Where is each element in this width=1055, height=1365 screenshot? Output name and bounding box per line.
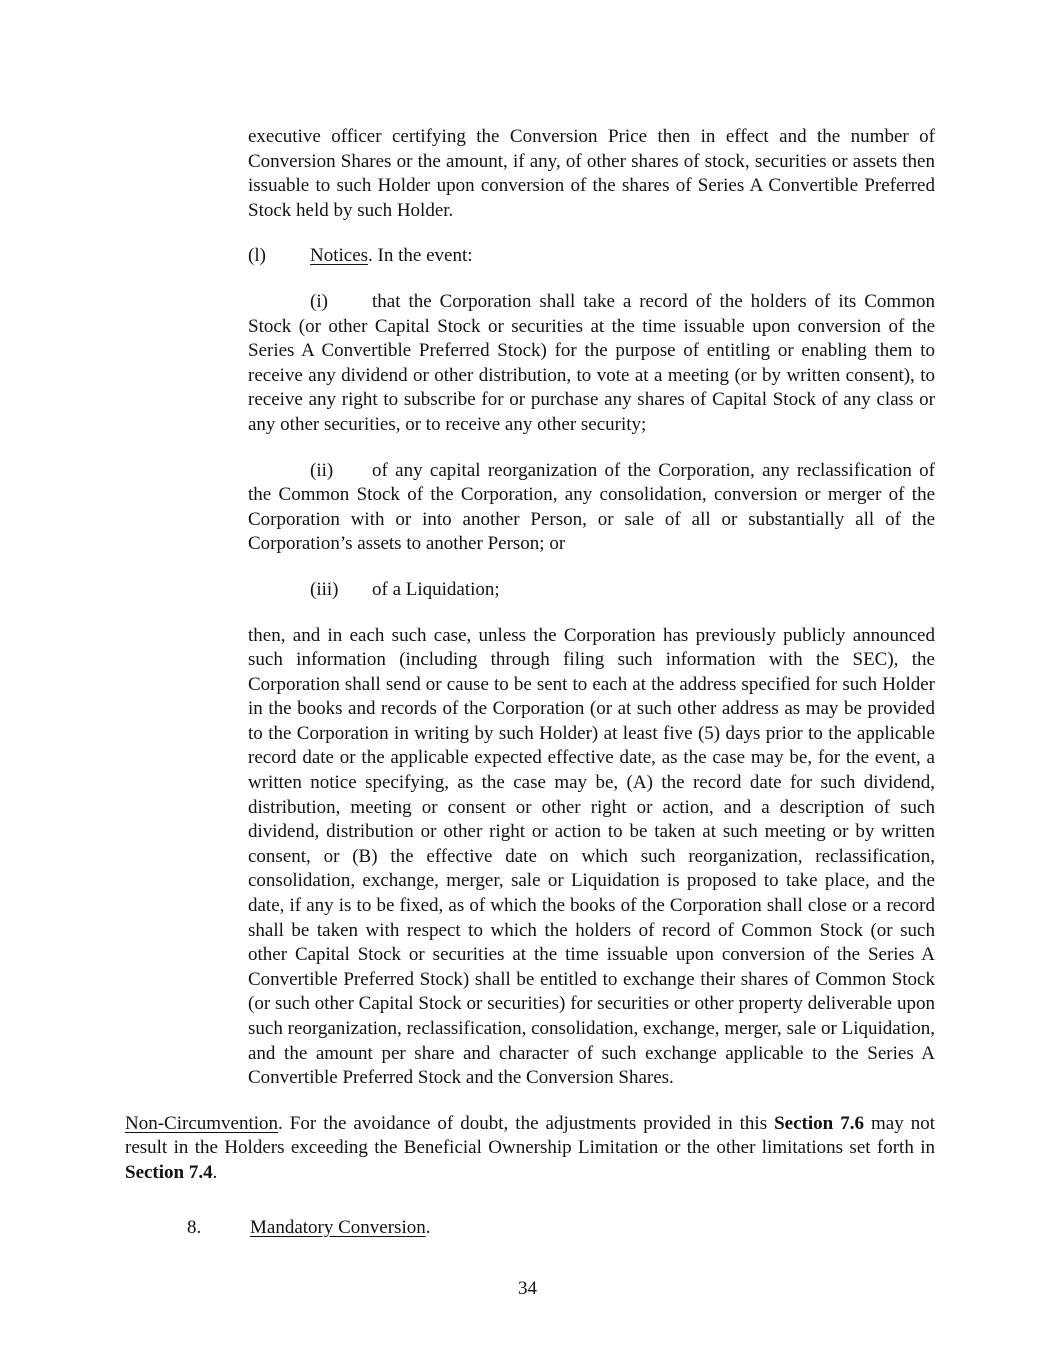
non-circumvention-text-3: . bbox=[212, 1161, 218, 1183]
section-7-4-reference: Section 7.4 bbox=[125, 1161, 213, 1183]
notices-heading-tail: . In the event: bbox=[368, 245, 473, 267]
non-circumvention-text-1: . For the avoidance of doubt, the adjustments provided in this bbox=[278, 1112, 775, 1134]
section-8-heading-line bbox=[125, 1216, 935, 1241]
section-7-6-reference: Section 7.6 bbox=[774, 1112, 864, 1134]
paragraph-continuation: executive officer certifying the Conversion Price then in effect and the number of Conversion Shares or the amount, if any, of other shares of stock, securities or assets then issuable to such Holder upon conversion of the shares of Series A Convertible Preferred Stock held by such Holder. bbox=[248, 126, 935, 221]
non-circumvention-heading: Non-Circumvention bbox=[125, 1112, 279, 1134]
clause-iii-label: (iii) bbox=[310, 578, 339, 600]
clause-ii-paragraph bbox=[248, 459, 935, 557]
clause-i-label: (i) bbox=[310, 290, 328, 312]
section-8-label: 8. bbox=[187, 1216, 202, 1238]
clause-l-label: (l) bbox=[248, 245, 266, 267]
clause-i-paragraph bbox=[248, 290, 935, 438]
clause-l-heading-line bbox=[248, 244, 935, 269]
non-circumvention-text-2: may not result in the Holders exceeding the Beneficial Ownership Limitation or the other limitations set forth in bbox=[125, 1112, 935, 1159]
non-circumvention-paragraph bbox=[125, 1112, 935, 1186]
clause-i-text: that the Corporation shall take a record of the holders of its Common Stock (or other Capital Stock or securities at the time issuable upon conversion of the Series A Convertible Preferred Stock) for the purpose of entitling or enabling them to receive any dividend or other distribution, to vote at a meeting (or by written consent), to receive any right to subscribe for or purchase any shares of Capital Stock of any class or any other securities, or to receive any other security; bbox=[248, 290, 935, 435]
document-body bbox=[125, 0, 935, 1261]
clause-ii-label: (ii) bbox=[310, 459, 334, 481]
clause-iii-text: of a Liquidation; bbox=[372, 578, 500, 600]
clause-iii-paragraph bbox=[248, 578, 935, 603]
clause-ii-text: of any capital reorganization of the Corporation, any reclassification of the Common Stock of the Corporation, any consolidation, conversion or merger of the Corporation with or into another Person, or sale of all or substantially all of the Corporation’s assets to another Person; or bbox=[248, 459, 935, 555]
page-number: 34 bbox=[518, 1278, 537, 1299]
mandatory-conversion-heading-tail: . bbox=[425, 1216, 431, 1238]
mandatory-conversion-heading: Mandatory Conversion bbox=[250, 1216, 426, 1238]
notices-heading: Notices bbox=[310, 245, 369, 267]
then-clause-paragraph: then, and in each such case, unless the Corporation has previously publicly announced such information (including through filing such information with the SEC), the Corporation shall send or cause to be sent to each at the address specified for such Holder in the books and records of the Corporation (or at such other address as may be provided to the Corporation in writing by such Holder) at least five (5) days prior to the applicable record date or the applicable expected effective date, as the case may be, for the event, a written notice specifying, as the case may be, (A) the record date for such dividend, distribution, meeting or consent or other right or action, and a description of such dividend, distribution or other right or action to be taken at such meeting or by written consent, or (B) the effective date on which such reorganization, reclassification, consolidation, exchange, merger, sale or Liquidation is proposed to take place, and the date, if any is to be fixed, as of which the books of the Corporation shall close or a record shall be taken with respect to which the holders of record of Common Stock (or such other Capital Stock or securities at the time issuable upon conversion of the Series A Convertible Preferred Stock) shall be entitled to exchange their shares of Common Stock (or such other Capital Stock or securities) for securities or other property deliverable upon such reorganization, reclassification, consolidation, exchange, merger, sale or Liquidation, and the amount per share and character of such exchange applicable to the Series A Convertible Preferred Stock and the Conversion Shares. bbox=[248, 624, 935, 1089]
